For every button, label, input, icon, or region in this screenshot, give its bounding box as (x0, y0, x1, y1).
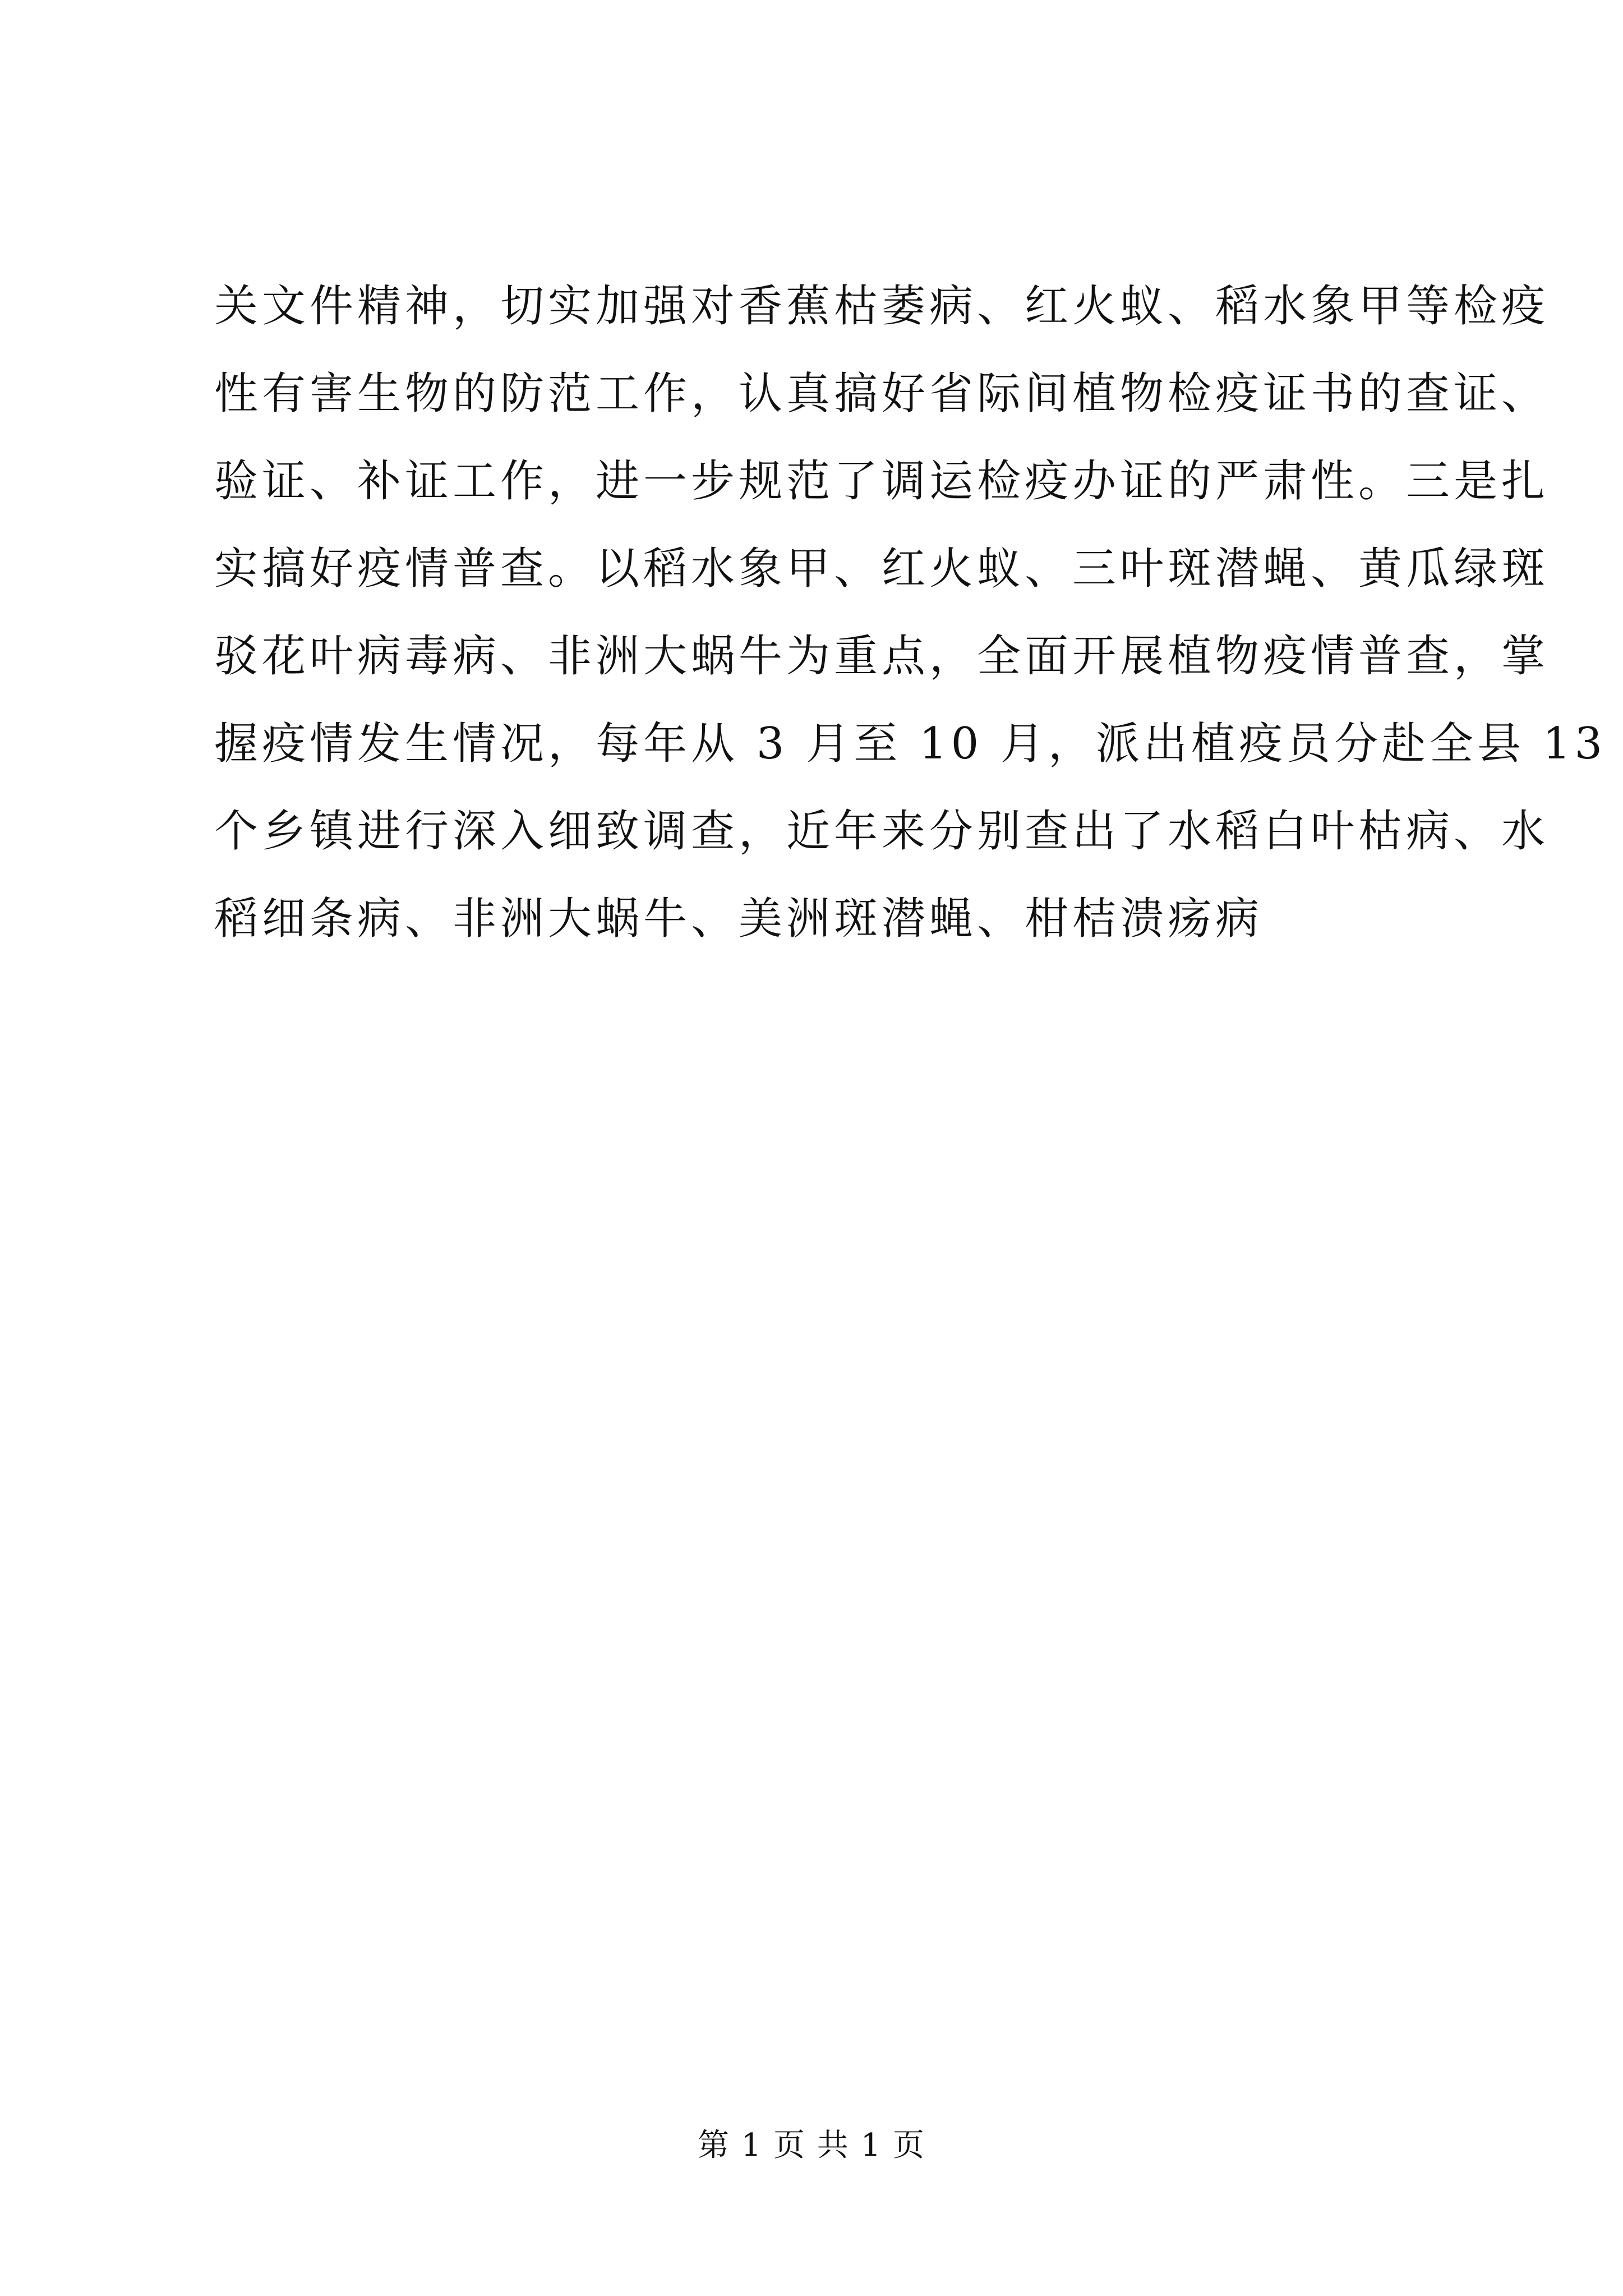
paragraph-line-7: 个乡镇进行深入细致调查，近年来分别查出了水稻白叶枯病、水 (214, 806, 1550, 857)
paragraph-line-6: 握疫情发生情况，每年从 3 月至 10 月，派出植疫员分赴全县 13 (214, 719, 1607, 769)
paragraph-line-8: 稻细条病、非洲大蜗牛、美洲斑潜蝇、柑桔溃疡病 (214, 894, 1264, 944)
paragraph-line-3: 验证、补证工作，进一步规范了调运检疫办证的严肃性。三是扎 (214, 456, 1550, 507)
paragraph-line-5: 驳花叶病毒病、非洲大蜗牛为重点，全面开展植物疫情普查，掌 (214, 631, 1550, 682)
paragraph-line-1: 关文件精神，切实加强对香蕉枯萎病、红火蚁、稻水象甲等检疫 (214, 281, 1550, 332)
page-footer: 第 1 页 共 1 页 (697, 2127, 926, 2164)
paragraph-line-4: 实搞好疫情普查。以稻水象甲、红火蚁、三叶斑潜蝇、黄瓜绿斑 (214, 544, 1550, 594)
body-paragraph (214, 263, 1607, 963)
paragraph-line-2: 性有害生物的防范工作，认真搞好省际间植物检疫证书的查证、 (214, 369, 1550, 419)
